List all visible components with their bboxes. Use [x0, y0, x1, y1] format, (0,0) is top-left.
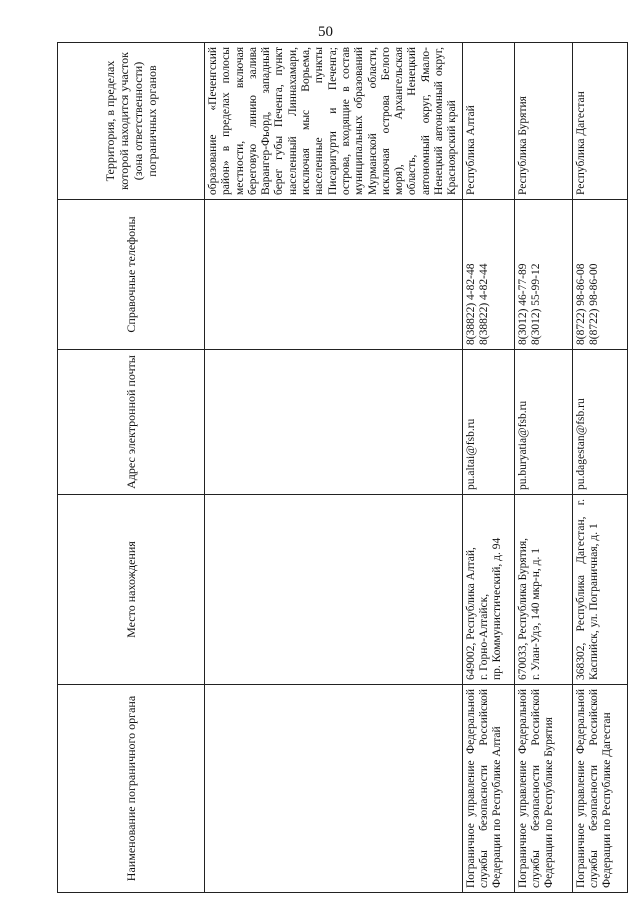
cell-phones: [514, 200, 572, 350]
address-line: пр. Коммунистический, д. 94: [491, 537, 504, 680]
header-location: Место нахождения: [58, 495, 205, 685]
cell-address: [572, 495, 627, 685]
cell-phones: [462, 200, 514, 350]
cell-email[interactable]: pu.buryatia@fsb.ru: [514, 350, 572, 495]
header-email: Адрес электронной почты: [58, 350, 205, 495]
border-agencies-table: [57, 42, 628, 893]
cell-territory: Республика Дагестан: [572, 43, 627, 200]
address-line: 368302, Республика Дагестан, г. Каспийск, ул. Пограничная, д. 1: [574, 499, 600, 680]
cell-territory: Республика Бурятия: [514, 43, 572, 200]
table-row: [514, 43, 572, 893]
page-number: 50: [318, 24, 333, 40]
cell-empty: [205, 495, 463, 685]
cell-email[interactable]: pu.altai@fsb.ru: [462, 350, 514, 495]
cell-territory: образование «Печенгский район» в пределах полосы местности, включая береговую линию залива Варангер-Фьорд, западный берег губы Печенга, пункт населенный Линнахамари, исключая мыс Ворьема, населенные пункты Писаригурти и Печенга; острова, входящие в состав муниципальных образований Мурманской области, исключая острова Белого моря), Архангельская область, Ненецкий автономный округ, Ямало-Ненецкий автономный округ, Красноярский край: [205, 43, 463, 200]
table-row: [572, 43, 627, 893]
table-header-row: [58, 43, 205, 893]
header-agency-name: Наименование пограничного органа: [58, 685, 205, 893]
header-phones: Справочные телефоны: [58, 200, 205, 350]
cell-email[interactable]: pu.dagestan@fsb.ru: [572, 350, 627, 495]
cell-agency-name: Пограничное управление Федеральной службы безопасности Российской Федерации по Республике Дагестан: [572, 685, 627, 893]
phone-number: 8(3012) 46-77-89: [516, 263, 529, 345]
address-line: 649002, Республика Алтай,: [464, 547, 477, 680]
cell-territory: Республика Алтай: [462, 43, 514, 200]
cell-empty: [205, 685, 463, 893]
phone-number: 8(38822) 4-82-44: [477, 263, 490, 345]
cell-empty: [205, 350, 463, 495]
address-line: г. Горно-Алтайск,: [477, 593, 490, 680]
cell-address: [462, 495, 514, 685]
phone-number: 8(3012) 55-99-12: [529, 263, 542, 345]
cell-agency-name: Пограничное управление Федеральной службы безопасности Российской Федерации по Республике Бурятия: [514, 685, 572, 893]
header-territory: Территория, в пределах которой находится участок (зона ответственности) пограничных органов: [58, 43, 205, 200]
rotated-table-container: [57, 43, 614, 893]
cell-phones: [572, 200, 627, 350]
table-row-continuation: [205, 43, 463, 893]
cell-agency-name: Пограничное управление Федеральной службы безопасности Российской Федерации по Республике Алтай: [462, 685, 514, 893]
phone-number: 8(8722) 98-86-08: [574, 263, 587, 345]
address-line: 670033, Республика Бурятия,: [516, 537, 529, 680]
phone-number: 8(8722) 98-86-00: [587, 263, 600, 345]
table-row: [462, 43, 514, 893]
phone-number: 8(38822) 4-82-48: [464, 263, 477, 345]
address-line: г. Улан-Удэ, 140 мкр-н, д. 1: [529, 547, 542, 680]
cell-empty: [205, 200, 463, 350]
cell-address: [514, 495, 572, 685]
